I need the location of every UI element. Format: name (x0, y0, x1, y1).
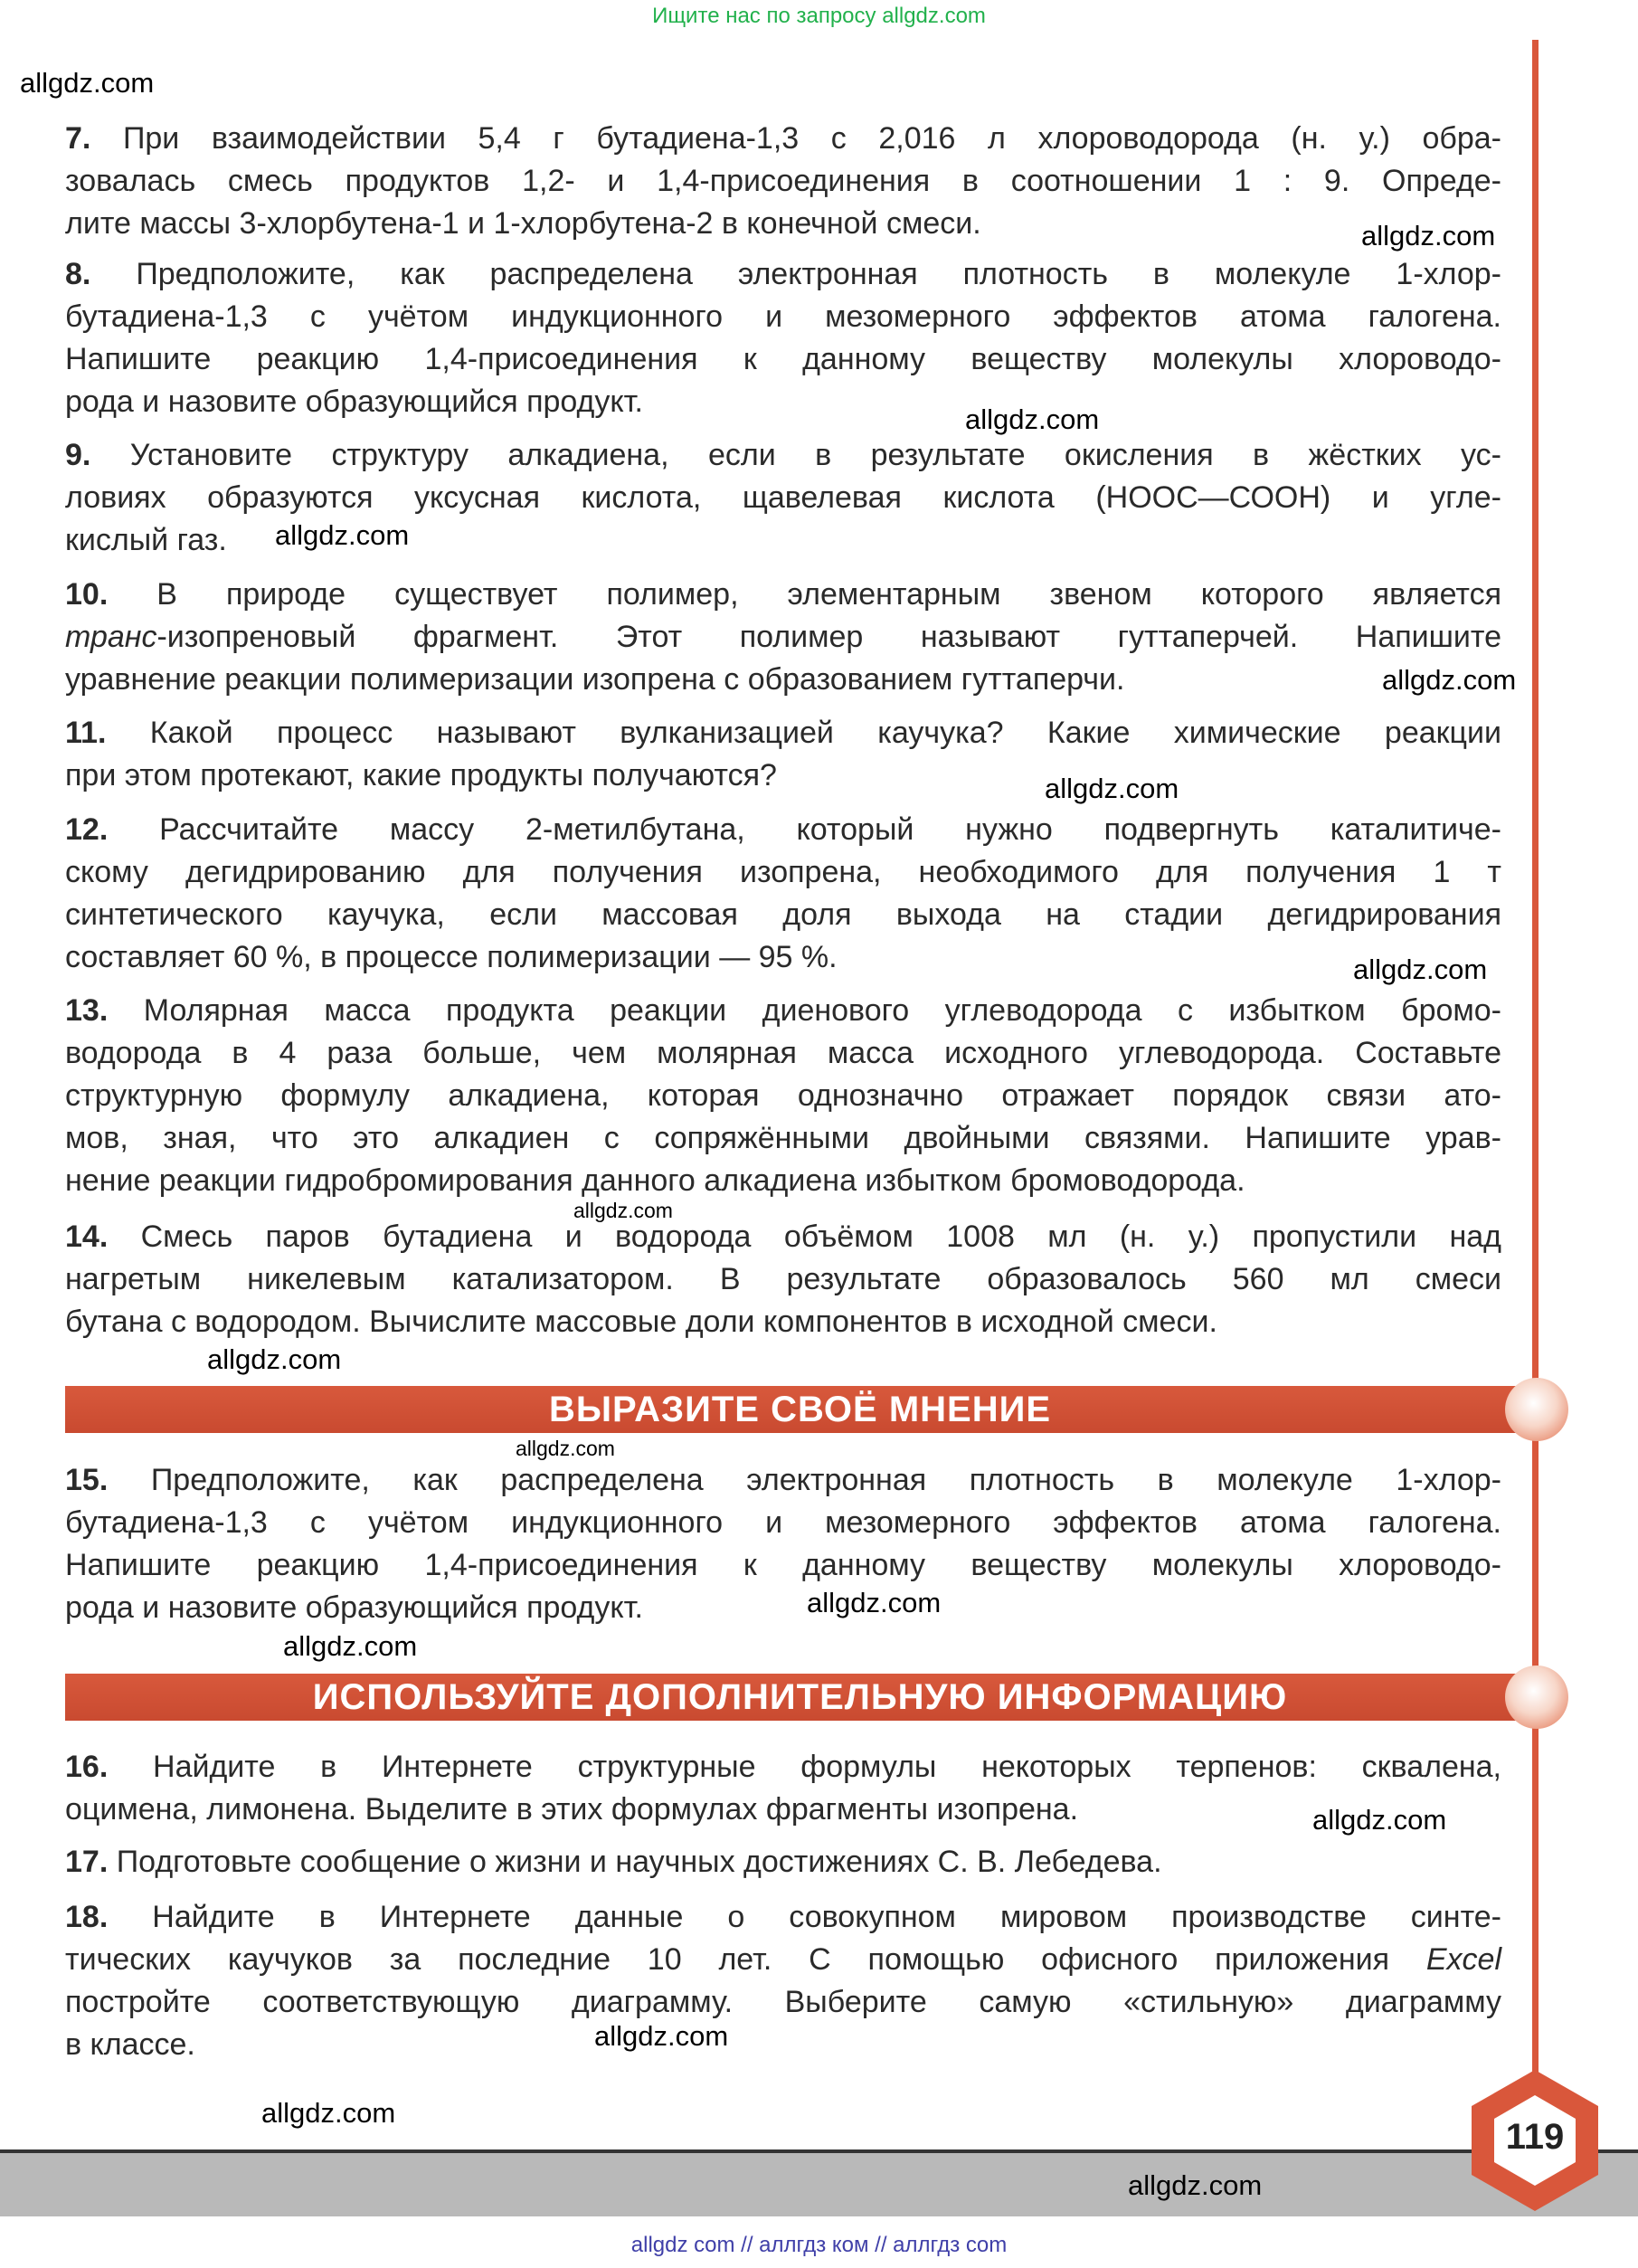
question-number: 18. (65, 1900, 109, 1934)
watermark: allgdz.com (261, 2097, 396, 2129)
question-17 (65, 1841, 1501, 1884)
question-text: в классе. (65, 2027, 195, 2063)
question-text: Напишите реакцию 1,4-присоединения к данному веществу молекулы хлороводо- (65, 1548, 1501, 1583)
question-text: нагретым никелевым катализатором. В результате образовалось 560 мл смеси (65, 1262, 1501, 1297)
question-line (65, 1746, 1501, 1789)
question-text: Какой процесс называют вулканизацией каучука? Какие химические реакции (149, 716, 1501, 750)
question-text: Предположите, как распределена электронная плотность в молекуле 1-хлор- (150, 1463, 1501, 1497)
question-text: рода и назовите образующийся продукт. (65, 384, 643, 420)
watermark: allgdz.com (1361, 220, 1496, 251)
question-number: 7. (65, 121, 91, 156)
question-line (65, 118, 1501, 160)
question-line (65, 1981, 1501, 2024)
question-line (65, 990, 1501, 1032)
question-line (65, 477, 1501, 519)
question-line (65, 1032, 1501, 1075)
question-text: лите массы 3-хлорбутена-1 и 1-хлорбутена-2 в конечной смеси. (65, 206, 981, 242)
question-number: 8. (65, 257, 91, 291)
question-text: Установите структуру алкадиена, если в результате окисления в жёстких ус- (129, 438, 1501, 472)
question-text: зовалась смесь продуктов 1,2- и 1,4-присоединения в соотношении 1 : 9. Опреде- (65, 164, 1501, 199)
watermark: allgdz.com (965, 403, 1100, 435)
question-13 (65, 990, 1501, 1202)
question-text: Предположите, как распределена электронная плотность в молекуле 1-хлор- (136, 257, 1501, 291)
question-line (65, 1544, 1501, 1587)
question-number: 9. (65, 438, 91, 472)
question-number: 10. (65, 577, 109, 612)
question-line (65, 851, 1501, 894)
margin-rule (1532, 40, 1539, 2075)
question-text: водорода в 4 раза больше, чем молярная масса исходного углеводорода. Составьте (65, 1036, 1501, 1071)
question-line (65, 1587, 1501, 1629)
banner-additional-info: ИСПОЛЬЗУЙТЕ ДОПОЛНИТЕЛЬНУЮ ИНФОРМАЦИЮ (65, 1674, 1535, 1721)
question-line (65, 160, 1501, 203)
question-line (65, 1896, 1501, 1939)
watermark: allgdz.com (1353, 954, 1488, 985)
watermark: allgdz.com (1045, 773, 1179, 804)
watermark: allgdz.com (573, 1199, 673, 1222)
question-11 (65, 712, 1501, 797)
question-number: 14. (65, 1219, 109, 1254)
question-number: 16. (65, 1750, 109, 1784)
question-line (65, 1301, 1501, 1343)
question-line (65, 659, 1501, 701)
question-text: мов, зная, что это алкадиен с сопряжёнными двойными связями. Напишите урав- (65, 1121, 1501, 1156)
question-line (65, 1789, 1501, 1831)
question-line (65, 574, 1501, 616)
question-15 (65, 1459, 1501, 1629)
question-number: 17. (65, 1845, 109, 1879)
question-16 (65, 1746, 1501, 1831)
question-line (65, 936, 1501, 979)
question-number: 12. (65, 812, 109, 847)
question-text: оцимена, лимонена. Выделите в этих формулах фрагменты изопрена. (65, 1792, 1079, 1827)
watermark: allgdz.com (807, 1587, 942, 1618)
question-text: Молярная масса продукта реакции диенового углеводорода с избытком бромо- (143, 993, 1501, 1028)
question-line (65, 1258, 1501, 1301)
question-text: Найдите в Интернете структурные формулы некоторых терпенов: сквалена, (153, 1750, 1501, 1784)
question-line (65, 203, 1501, 245)
watermark: allgdz.com (1312, 1804, 1447, 1836)
question-7 (65, 118, 1501, 245)
question-line (65, 1216, 1501, 1258)
question-18 (65, 1896, 1501, 2066)
question-text: Смесь паров бутадиена и водорода объёмом 1008 мл (н. у.) пропустили над (140, 1219, 1501, 1254)
watermark: allgdz.com (207, 1343, 342, 1375)
question-text: При взаимодействии 5,4 г бутадиена-1,3 с 2,016 л хлороводорода (н. у.) обра- (122, 121, 1501, 156)
question-text: Найдите в Интернете данные о совокупном мировом производстве синте- (152, 1900, 1501, 1934)
question-line (65, 253, 1501, 296)
question-text: В природе существует полимер, элементарным звеном которого является (156, 577, 1502, 612)
question-text: кислый газ. (65, 523, 227, 558)
watermark: allgdz.com (1128, 2169, 1263, 2201)
question-8 (65, 253, 1501, 423)
question-line (65, 1160, 1501, 1202)
question-text: Рассчитайте массу 2-метилбутана, который нужно подвергнуть каталитиче- (159, 812, 1501, 847)
question-line (65, 434, 1501, 477)
question-text: -изопреновый фрагмент. Этот полимер называют гуттаперчей. Напишите (156, 620, 1501, 655)
bottom-note: allgdz com // аллгдз ком // аллгдз com (630, 2233, 1008, 2257)
question-number: 11. (65, 716, 107, 750)
question-text: Напишите реакцию 1,4-присоединения к данному веществу молекулы хлороводо- (65, 342, 1501, 377)
question-line (65, 809, 1501, 851)
question-text: при этом протекают, какие продукты получаются? (65, 758, 777, 793)
question-text: скому дегидрированию для получения изопрена, необходимого для получения 1 т (65, 855, 1501, 890)
question-text-italic: Excel (1425, 1942, 1501, 1978)
watermark: allgdz.com (1382, 664, 1517, 696)
question-text: ловиях образуются уксусная кислота, щавелевая кислота (НООС—СООН) и угле- (65, 480, 1501, 516)
question-line (65, 381, 1501, 423)
question-14 (65, 1216, 1501, 1343)
question-text: нение реакции гидробромирования данного алкадиена избытком бромоводорода. (65, 1163, 1245, 1199)
question-text: синтетического каучука, если массовая доля выхода на стадии дегидрирования (65, 897, 1501, 933)
question-text: структурную формулу алкадиена, которая однозначно отражает порядок связи ато- (65, 1078, 1501, 1114)
question-text: уравнение реакции полимеризации изопрена с образованием гуттаперчи. (65, 662, 1125, 697)
question-text-italic: транс (65, 620, 157, 655)
top-search-note: Ищите нас по запросу allgdz.com (652, 4, 986, 28)
question-text: составляет 60 %, в процессе полимеризации — 95 %. (65, 940, 838, 975)
question-line (65, 894, 1501, 936)
question-text: бутадиена-1,3 с учётом индукционного и мезомерного эффектов атома галогена. (65, 299, 1501, 335)
question-line (65, 1117, 1501, 1160)
watermark: allgdz.com (283, 1630, 418, 1662)
question-line (65, 1075, 1501, 1117)
question-line (65, 296, 1501, 338)
question-line (65, 338, 1501, 381)
question-line (65, 2024, 1501, 2066)
banner-bubble-icon (1505, 1378, 1568, 1441)
banner-bubble-icon (1505, 1665, 1568, 1729)
question-number: 13. (65, 993, 109, 1028)
question-line (65, 1459, 1501, 1502)
question-text: постройте соответствующую диаграмму. Выберите самую «стильную» диаграмму (65, 1985, 1501, 2020)
page-number: 119 (1505, 2117, 1565, 2157)
question-line (65, 616, 1501, 659)
question-text: тических каучуков за последние 10 лет. С помощью офисного приложения (65, 1942, 1426, 1978)
question-line (65, 754, 1501, 797)
question-line (65, 1841, 1501, 1884)
watermark: allgdz.com (20, 67, 155, 99)
question-text: бутана с водородом. Вычислите массовые доли компонентов в исходной смеси. (65, 1305, 1217, 1340)
question-line (65, 1502, 1501, 1544)
banner-express-opinion: ВЫРАЗИТЕ СВОЁ МНЕНИЕ (65, 1386, 1535, 1433)
question-text: Подготовьте сообщение о жизни и научных достижениях С. В. Лебедева. (116, 1845, 1162, 1879)
page-footer-band (0, 2149, 1638, 2216)
question-text: рода и назовите образующийся продукт. (65, 1590, 643, 1626)
watermark: allgdz.com (594, 2020, 729, 2052)
watermark: allgdz.com (275, 519, 410, 551)
question-line (65, 1939, 1501, 1981)
question-12 (65, 809, 1501, 979)
question-text: бутадиена-1,3 с учётом индукционного и мезомерного эффектов атома галогена. (65, 1505, 1501, 1541)
question-10 (65, 574, 1501, 701)
watermark: allgdz.com (516, 1437, 615, 1460)
question-line (65, 712, 1501, 754)
question-number: 15. (65, 1463, 109, 1497)
